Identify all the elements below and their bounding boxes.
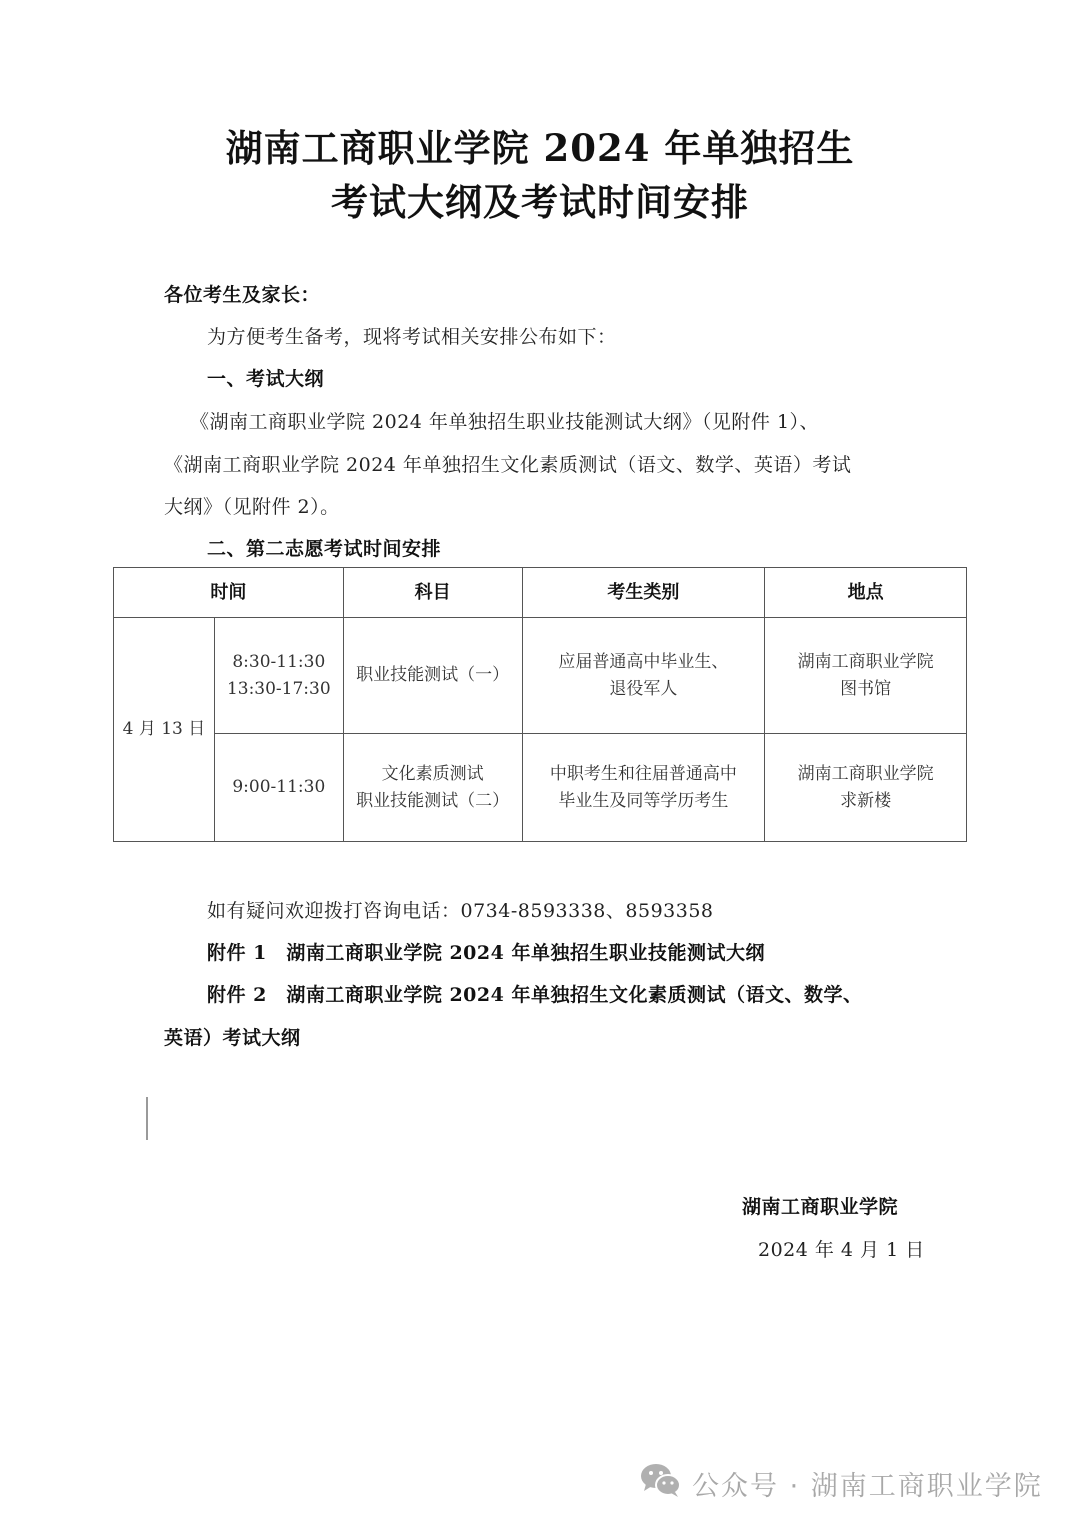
- text-cursor: [146, 1097, 148, 1140]
- category-line: 应届普通高中毕业生、: [558, 651, 729, 672]
- location-line: 湖南工商职业学院: [797, 763, 934, 784]
- intro-paragraph: 为方便考生备考，现将考试相关安排公布如下：: [207, 326, 617, 348]
- location-line: 求新楼: [840, 790, 892, 811]
- table-row: [114, 618, 967, 734]
- section1-line2: 《湖南工商职业学院 2024 年单独招生文化素质测试（语文、数学、英语）考试: [164, 454, 852, 476]
- location-cell: [765, 734, 967, 842]
- document-title-line1: 湖南工商职业学院 2024 年单独招生: [225, 126, 855, 170]
- category-line: 退役军人: [609, 678, 678, 699]
- table-row: [114, 734, 967, 842]
- time-line: 9:00-11:30: [232, 777, 326, 797]
- attachment2-line1: 附件 2 湖南工商职业学院 2024 年单独招生文化素质测试（语文、数学、: [207, 984, 863, 1006]
- time-line: 13:30-17:30: [226, 678, 331, 699]
- signature-date: 2024 年 4 月 1 日: [758, 1239, 925, 1261]
- header-location: 地点: [765, 568, 967, 618]
- exam-schedule-table: [113, 567, 967, 842]
- table-header-row: [114, 568, 967, 618]
- section2-heading: 二、第二志愿考试时间安排: [207, 538, 442, 560]
- section1-heading: 一、考试大纲: [207, 368, 325, 390]
- attachment1-line: 附件 1 湖南工商职业学院 2024 年单独招生职业技能测试大纲: [207, 942, 765, 964]
- location-line: 图书馆: [840, 678, 892, 699]
- watermark: [640, 1462, 1043, 1505]
- watermark-text: 公众号 · 湖南工商职业学院: [692, 1471, 1043, 1502]
- subject-line: 职业技能测试（一）: [356, 665, 510, 685]
- section1-line1: 《湖南工商职业学院 2024 年单独招生职业技能测试大纲》（见附件 1）、: [190, 411, 820, 433]
- header-subject: 科目: [343, 568, 522, 618]
- header-category: 考生类别: [522, 568, 765, 618]
- location-cell: [765, 618, 967, 734]
- header-time: 时间: [114, 568, 344, 618]
- signature-org: 湖南工商职业学院: [742, 1196, 899, 1218]
- subject-cell: [343, 734, 522, 842]
- time-cell: [214, 618, 343, 734]
- wechat-icon: [640, 1462, 692, 1505]
- category-cell: [522, 618, 765, 734]
- salutation: 各位考生及家长：: [164, 284, 321, 306]
- time-cell: [214, 734, 343, 842]
- date-cell: 4 月 13 日: [114, 618, 215, 842]
- location-line: 湖南工商职业学院: [797, 651, 934, 672]
- contact-line: 如有疑问欢迎拨打咨询电话：0734-8593338、8593358: [207, 900, 714, 922]
- document-title-line2: 考试大纲及考试时间安排: [331, 180, 749, 224]
- subject-cell: [343, 618, 522, 734]
- category-cell: [522, 734, 765, 842]
- attachment2-line2: 英语）考试大纲: [164, 1027, 301, 1049]
- subject-line: 职业技能测试（二）: [356, 790, 510, 811]
- category-line: 中职考生和往届普通高中: [549, 763, 737, 784]
- section1-line3: 大纲》（见附件 2）。: [164, 496, 340, 518]
- subject-line: 文化素质测试: [381, 763, 484, 784]
- time-line: 8:30-11:30: [232, 651, 326, 672]
- category-line: 毕业生及同等学历考生: [558, 790, 729, 811]
